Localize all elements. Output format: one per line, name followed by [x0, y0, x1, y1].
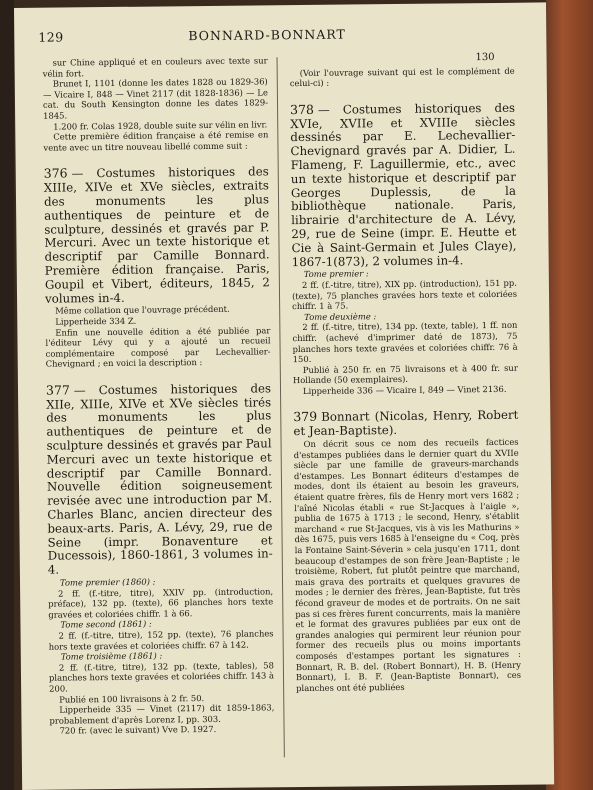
tome-label: Tome deuxième :	[304, 310, 377, 322]
column-page-number: 130	[475, 51, 495, 64]
entry-number: 378	[289, 101, 315, 117]
entry-title-text: — Costumes historiques des XIIe, XIIIe, XIVe et XVe siècles tirés des monuments les plus authentiques de peinture et de sculpture dessinés et gravés par Paul Mercuri avec un texte historique et descriptif par Camille Bonnard. Nouvelle édition soigneusement revisée avec une introduction par M. Charles Blanc, ancien directeur des beaux-arts. Paris, A. Lévy, 29, rue de Seine (impr. Bonaventure et Ducessois), 1860-1861, 3 volumes in-4.	[46, 381, 273, 577]
entry-note: Lipperheide 334 Z.	[55, 315, 137, 327]
book-page	[14, 2, 554, 790]
entry-number: 377	[45, 382, 70, 398]
entry-title	[44, 165, 270, 306]
entry-note: Lipperheide 336 — Vicaire I, 849 — Vinet 2136.	[302, 383, 507, 396]
entry-title	[290, 101, 517, 270]
left-column	[43, 55, 275, 736]
intro-text: sur Chine appliqué et en couleurs avec texte sur vélin fort.	[42, 55, 268, 79]
tome-label: Tome second (1861) :	[60, 618, 152, 630]
entry-note: Publié en 100 livraisons à 2 fr. 50.	[59, 692, 205, 705]
tome-collation: 2 ff. (f.-titre, titre), 132 pp. (texte, tables), 58 planches hors texte gravées et coloriées chiffr. 143 à 200.	[48, 660, 275, 694]
intro-text: Brunet I, 1101 (donne les dates 1828 ou 1829-36) — Vicaire I, 848 — Vinet 2117 (dit 1828-1836) — Le cat. du South Kensington donne les dates 1829-1845.	[42, 76, 269, 121]
entry-378	[290, 101, 518, 397]
background-right-edge	[546, 0, 593, 790]
entry-title-text: Bonnart (Nicolas, Henry, Robert et Jean-Baptiste).	[293, 408, 519, 439]
entry-title-text: — Costumes historiques des XIIIe, XIVe et XVe siècles, extraits des monuments les plus authentiques de peinture et de sculpture, dessinés et gravés par P. Mercuri. Avec un texte historique et descriptif par Camille Bonnard. Première édition française. Paris, Goupil et Vibert, éditeurs, 1845, 2 volumes in-4.	[43, 164, 270, 306]
tome-collation: 2 ff. (f.-titre, titre), XIX pp. (introduction), 151 pp. (texte), 75 planches gravées hors texte et coloriées chiffr. 1 à 75.	[291, 277, 518, 312]
entry-note: Enfin une nouvelle édition a été publiée par l'éditeur Lévy qui y a ajouté un recueil complémentaire composé par Lechevallier-Chevignard ; en voici la description :	[45, 324, 271, 369]
entry-376	[44, 165, 271, 370]
entry-377	[46, 381, 275, 736]
column-divider	[277, 57, 285, 757]
entry-title	[46, 381, 273, 578]
tome-collation: 2 ff. (f.-titre, titre), 134 pp. (texte, table), 1 ff. non chiffr. (achevé d'imprimer daté de 1873), 75 planches hors texte gravées et coloriées chiffr. 76 à 150.	[292, 320, 518, 365]
entry-title	[293, 408, 518, 439]
entry-number: 379	[293, 409, 318, 425]
tome-label: Tome troisième (1861) :	[60, 650, 163, 662]
entry-note: 720 fr. (avec le suivant) Vve D. 1927.	[59, 724, 217, 736]
entry-note: Publié à 250 fr. en 75 livraisons et à 400 fr. sur Hollande (50 exemplaires).	[292, 362, 518, 386]
page-header	[38, 25, 523, 50]
tome-label: Tome premier (1860) :	[59, 576, 156, 588]
running-head: BONNARD-BONNART	[188, 26, 346, 44]
intro-text: Cette première édition française a été remise en vente avec un titre nouveau libellé comme suit :	[43, 129, 269, 153]
entry-379	[293, 408, 521, 693]
background-left-edge	[0, 0, 14, 790]
entry-note: Même collation que l'ouvrage précédent.	[55, 304, 230, 316]
tome-label: Tome premier :	[303, 268, 369, 280]
tome-collation: 2 ff. (f.-titre, titre), XXIV pp. (introduction, préface), 132 pp. (texte), 66 planches hors texte gravées et coloriées chiffr. 1 à 66.	[48, 585, 274, 620]
tome-collation: 2 ff. (f.-titre, titre), 152 pp. (texte), 76 planches hors texte gravées et coloriées chiffr. 67 à 142.	[48, 628, 274, 652]
entry-title-text: — Costumes historiques des XVIe, XVIIe et XVIIIe siècles dessinés par E. Lechevallier-Chevignard gravés par A. Didier, L. Flameng, F. Laguillermie, etc., avec un texte historique et descriptif par Georges Duplessis, de la bibliothèque nationale. Paris, librairie d'architecture de A. Lévy, 29, rue de Seine (impr. E. Heutte et Cie à Saint-Germain et Jules Claye), 1867-1(873), 2 volumes in-4.	[290, 100, 517, 269]
intro-text: 1.200 fr. Colas 1928, double suite sur vélin en livr.	[53, 118, 268, 132]
entry-note: Lipperheide 335 — Vinet (2117) dit 1859-1863, probablement d'après Lorenz I, pp. 303.	[49, 702, 275, 726]
entry-body: On décrit sous ce nom des recueils factices d'estampes publiées dans le dernier quart du XVIIe siècle par une famille de graveurs-marchands d'estampes. Les Bonnart éditeurs d'estampes de modes, dont ils étaient au besoin les graveurs, étaient quatre frères, fils de Henry mort vers 1682 ; l'aîné Nicolas établi « rue St-Jacques à l'aigle », publia de 1675 à 1713 ; le second, Henry, s'établit marchand « rue St-Jacques, vis à vis les Mathurins » dès 1675, puis vers 1685 à l'enseigne du « Coq, près la Fontaine Saint-Séverin » cela jusqu'en 1711, dont beaucoup d'estampes de son frère Jean-Baptiste ; le troisième, Robert, fut plutôt peintre que marchand, mais grava des portraits et quelques gravures de modes ; le dernier des frères, Jean-Baptiste, fut très fécond graveur de modes et de portraits. On ne sait pas si ces frères furent concurrents, mais la manière et le format des gravures publiées par eux ont de grandes analogies qui permirent leur réunion pour former des recueils plus ou moins importants composés d'estampes portant les signatures : Bonnart, R. B. del. (Robert Bonnart), H. B. (Henry Bonnart), I. B. F. (Jean-Baptiste Bonnart), ces planches ont été publiées	[293, 436, 522, 693]
entry-number: 376	[43, 165, 68, 182]
right-column	[290, 53, 522, 694]
intro-text: (Voir l'ouvrage suivant qui est le complément de celui-ci) :	[289, 65, 515, 89]
page-number: 129	[38, 29, 64, 45]
